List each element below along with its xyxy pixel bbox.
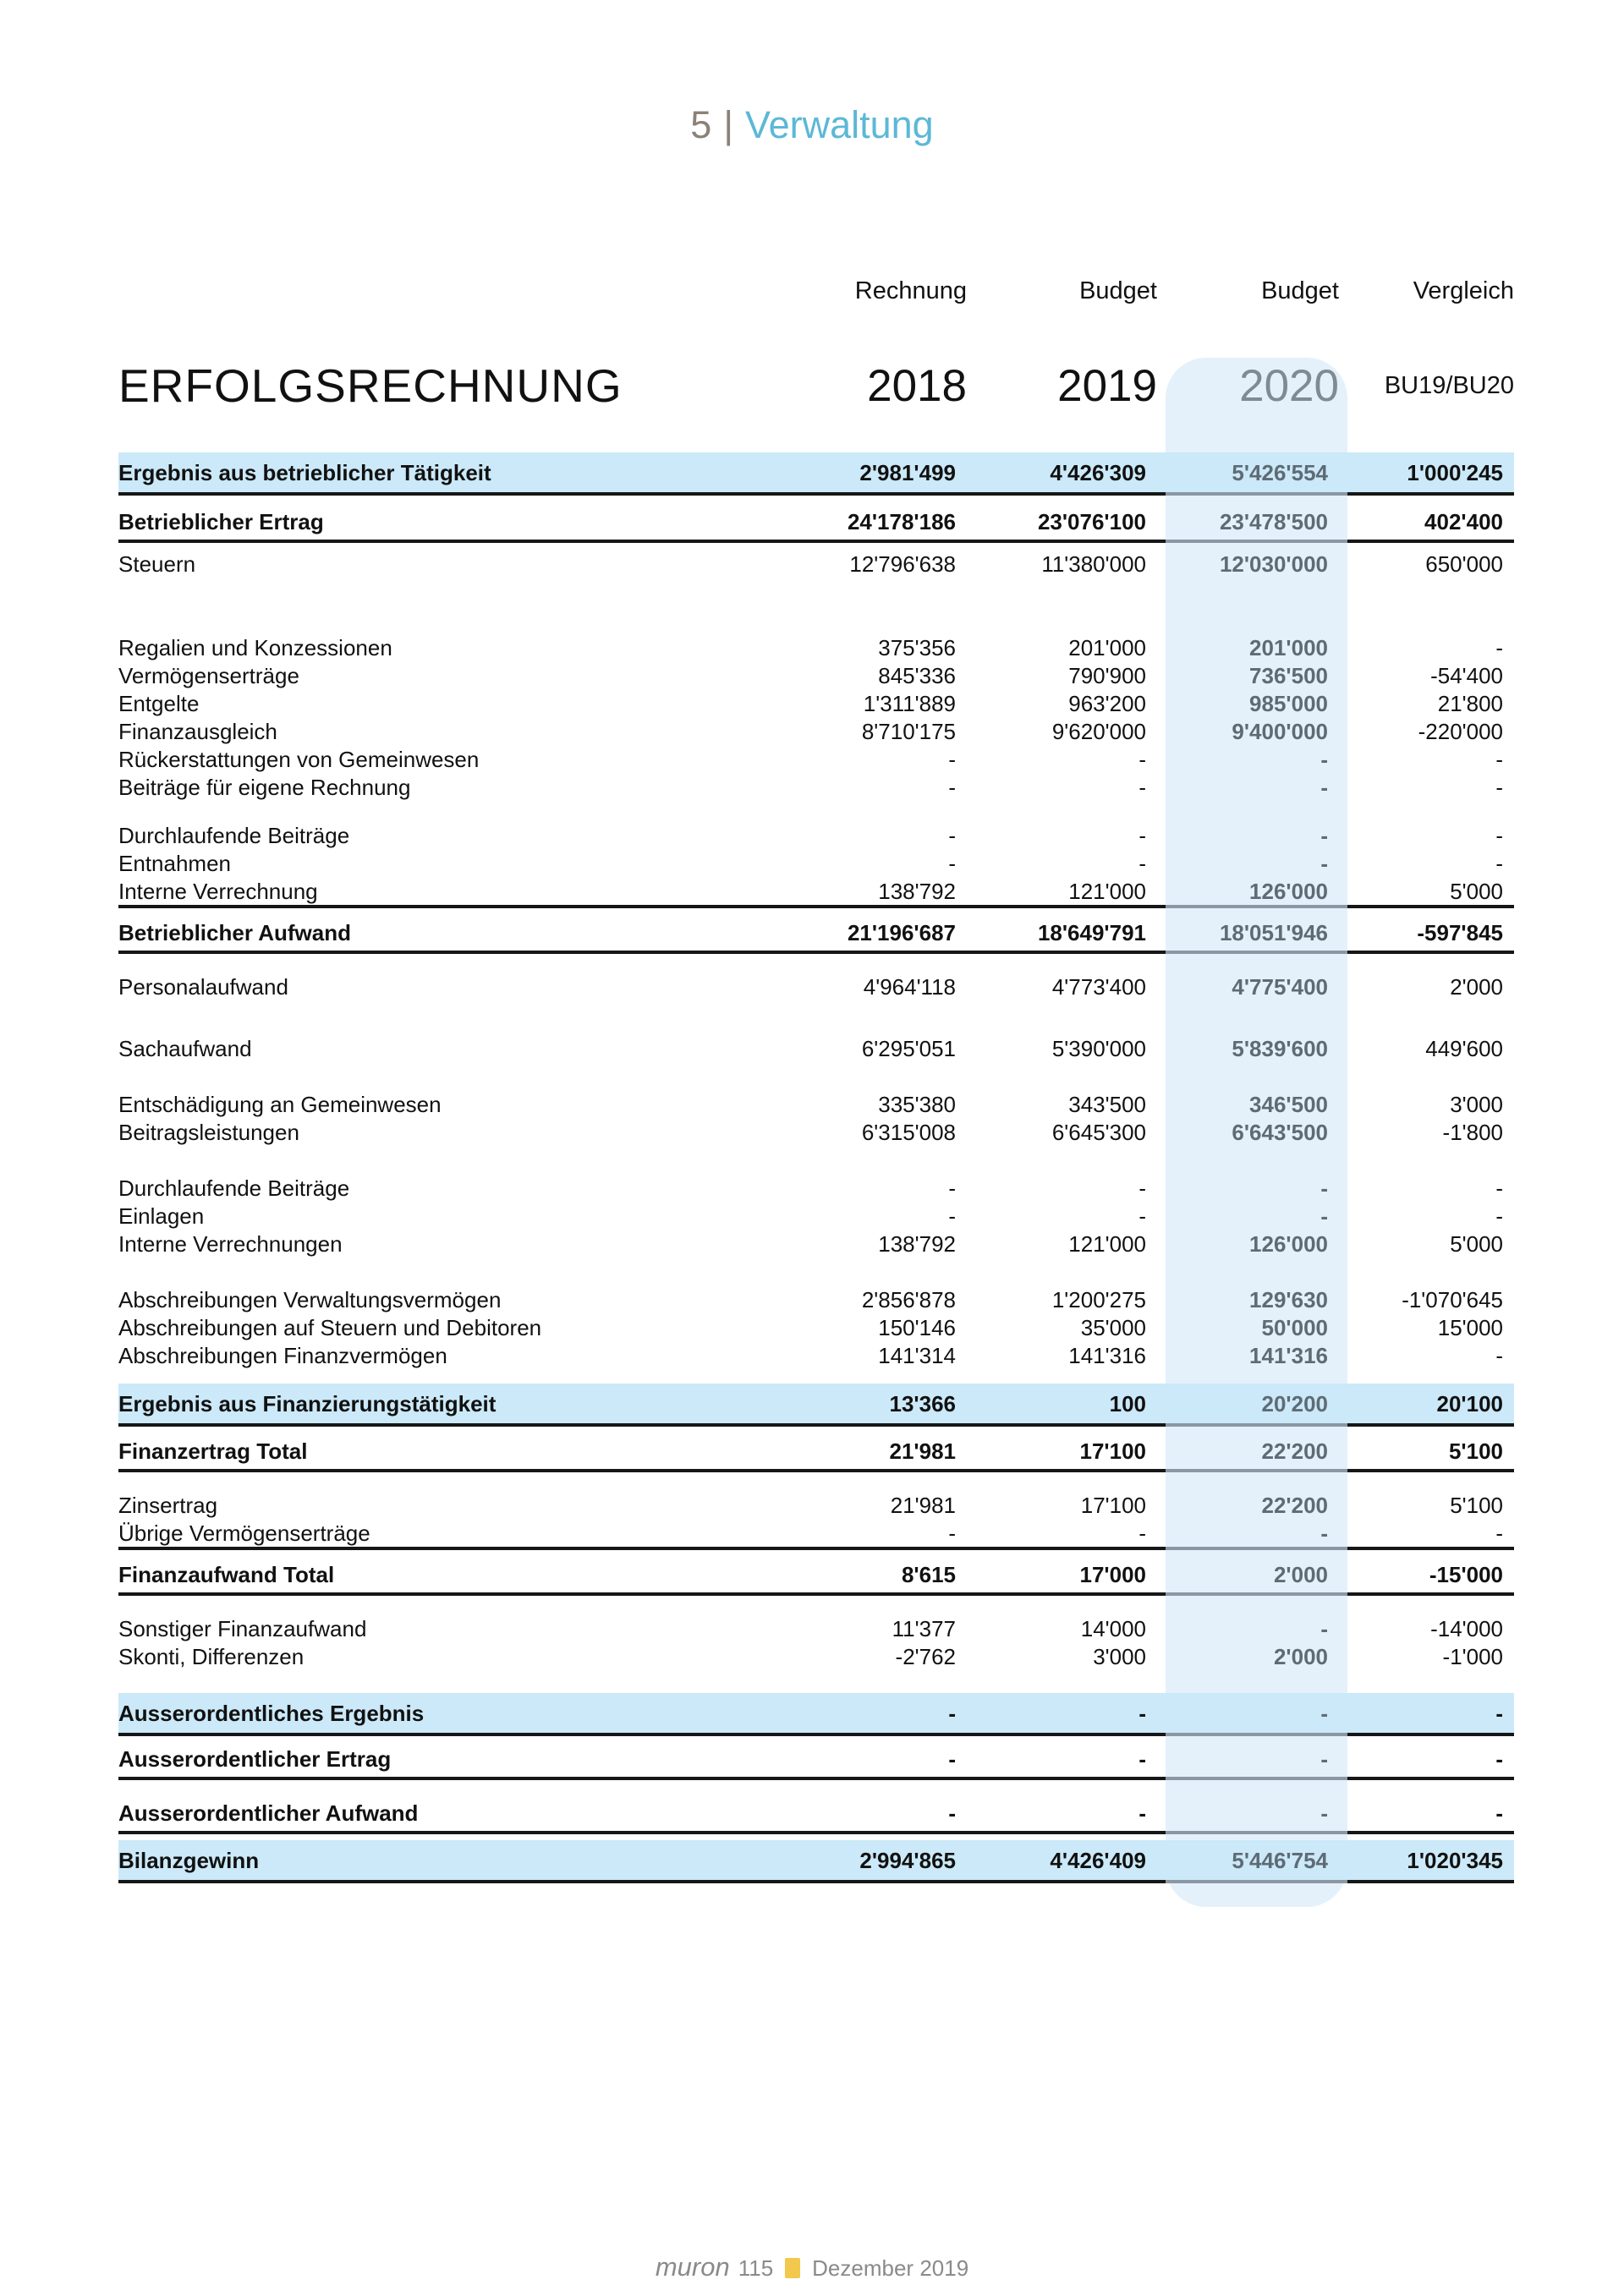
value-budget-2019: 35'000	[1080, 1315, 1146, 1340]
row-label: Abschreibungen auf Steuern und Debitoren	[118, 1315, 542, 1340]
value-vergleich: -1'070'645	[1402, 1287, 1503, 1312]
row-label: Zinsertrag	[118, 1493, 218, 1518]
value-rechnung-2018: -2'762	[895, 1644, 956, 1669]
value-budget-2019: 23'076'100	[1037, 508, 1146, 534]
row-label: Beiträge für eigene Rechnung	[118, 775, 411, 800]
row-label: Beitragsleistungen	[118, 1120, 299, 1145]
blank-row	[118, 578, 1514, 634]
value-vergleich: 1'000'245	[1407, 459, 1503, 485]
value-budget-2020: -	[1320, 823, 1328, 848]
value-rechnung-2018: 2'981'499	[859, 459, 956, 485]
value-budget-2020: -	[1320, 1175, 1328, 1201]
value-budget-2020: 50'000	[1261, 1315, 1328, 1340]
row-label: Steuern	[118, 551, 196, 577]
row-label: Ergebnis aus betrieblicher Tätigkeit	[118, 459, 491, 485]
blank-row	[118, 1258, 1514, 1286]
row-label: Entschädigung an Gemeinwesen	[118, 1092, 442, 1117]
value-budget-2019: 100	[1109, 1390, 1146, 1417]
footer-square-icon	[785, 2258, 800, 2278]
value-vergleich: -	[1495, 1521, 1503, 1546]
value-budget-2019: 790'900	[1068, 663, 1146, 688]
column-header-budget-2019: Budget	[1079, 277, 1157, 304]
row-label: Entgelte	[118, 691, 200, 716]
value-budget-2019: -	[1138, 1700, 1146, 1726]
row-label: Sonstiger Finanzaufwand	[118, 1616, 367, 1641]
value-vergleich: -220'000	[1418, 719, 1503, 744]
row-label: Rückerstattungen von Gemeinwesen	[118, 747, 480, 772]
value-vergleich: 21'800	[1437, 691, 1503, 716]
value-vergleich: -597'845	[1417, 919, 1503, 945]
row-label: Bilanzgewinn	[118, 1847, 260, 1873]
value-budget-2020: 4'775'400	[1232, 974, 1328, 1000]
table-row	[118, 1286, 1514, 1314]
value-rechnung-2018: 4'964'118	[863, 974, 956, 1000]
value-budget-2019: 201'000	[1068, 635, 1146, 660]
value-vergleich: 5'100	[1450, 1493, 1503, 1518]
value-rechnung-2018: 6'295'051	[861, 1036, 956, 1061]
value-vergleich: -14'000	[1430, 1616, 1503, 1641]
value-budget-2020: 5'446'754	[1232, 1847, 1328, 1873]
value-vergleich: 650'000	[1425, 551, 1503, 577]
column-header-rechnung: Rechnung	[854, 277, 967, 304]
value-budget-2019: 1'200'275	[1051, 1287, 1146, 1312]
value-vergleich: -	[1495, 1745, 1503, 1772]
value-budget-2020: 2'000	[1273, 1644, 1328, 1669]
row-label: Übrige Vermögenserträge	[118, 1521, 370, 1546]
value-budget-2019: 121'000	[1068, 879, 1146, 904]
row-label: Finanzertrag Total	[118, 1438, 308, 1464]
value-vergleich: -15'000	[1429, 1561, 1503, 1587]
page-header	[0, 103, 1624, 147]
value-rechnung-2018: 24'178'186	[847, 508, 956, 534]
value-budget-2019: 121'000	[1068, 1231, 1146, 1257]
value-budget-2020: -	[1320, 851, 1328, 876]
comparison-label: BU19/BU20	[1384, 371, 1514, 399]
value-rechnung-2018: -	[948, 1800, 956, 1826]
value-rechnung-2018: -	[948, 1203, 956, 1229]
value-vergleich: -	[1495, 1343, 1503, 1368]
value-budget-2019: -	[1138, 1521, 1146, 1546]
value-rechnung-2018: 150'146	[878, 1315, 956, 1340]
value-vergleich: -1'000	[1442, 1644, 1503, 1669]
value-vergleich: -	[1495, 1800, 1503, 1826]
value-budget-2019: 17'000	[1079, 1561, 1146, 1587]
blank-row	[118, 1147, 1514, 1175]
blank-row	[118, 1778, 1514, 1795]
value-vergleich: -	[1495, 775, 1503, 800]
row-label: Personalaufwand	[118, 974, 288, 1000]
value-vergleich: 5'000	[1450, 1231, 1503, 1257]
table-row	[118, 1615, 1514, 1643]
value-budget-2019: 6'645'300	[1051, 1120, 1146, 1145]
value-budget-2019: 4'773'400	[1051, 974, 1146, 1000]
subtotal-row	[118, 1556, 1514, 1593]
section-title: Verwaltung	[745, 103, 934, 146]
value-rechnung-2018: 335'380	[878, 1092, 956, 1117]
subtotal-row	[118, 503, 1514, 540]
table-row	[118, 1314, 1514, 1342]
value-budget-2020: 9'400'000	[1232, 719, 1328, 744]
value-budget-2020: 22'200	[1261, 1493, 1328, 1518]
row-label: Vermögenserträge	[118, 663, 299, 688]
title-row	[118, 355, 1525, 416]
value-budget-2019: 343'500	[1068, 1092, 1146, 1117]
value-budget-2019: 18'649'791	[1037, 919, 1146, 945]
value-budget-2020: 985'000	[1249, 691, 1328, 716]
value-rechnung-2018: 6'315'008	[861, 1120, 956, 1145]
value-rechnung-2018: 2'994'865	[859, 1847, 956, 1873]
value-budget-2019: 3'000	[1093, 1644, 1146, 1669]
table-row	[118, 1091, 1514, 1119]
row-label: Finanzausgleich	[118, 719, 277, 744]
table-body	[118, 452, 1514, 1881]
column-header-row	[118, 277, 1525, 305]
value-vergleich: 449'600	[1425, 1036, 1503, 1061]
value-budget-2020: 5'426'554	[1232, 459, 1328, 485]
column-header-vergleich: Vergleich	[1413, 277, 1514, 304]
value-rechnung-2018: -	[948, 1175, 956, 1201]
value-budget-2020: 346'500	[1249, 1092, 1328, 1117]
value-vergleich: 5'100	[1448, 1438, 1503, 1464]
value-budget-2019: -	[1138, 1800, 1146, 1826]
value-vergleich: -	[1495, 747, 1503, 772]
value-rechnung-2018: -	[948, 1745, 956, 1772]
section-number: 5	[690, 103, 712, 146]
value-rechnung-2018: 1'311'889	[863, 691, 956, 716]
blank-row	[118, 951, 1514, 973]
blank-row	[118, 1063, 1514, 1091]
value-budget-2020: 20'200	[1261, 1390, 1328, 1417]
table-row	[118, 1175, 1514, 1203]
value-budget-2020: 129'630	[1249, 1287, 1328, 1312]
value-rechnung-2018: 8'615	[901, 1561, 956, 1587]
value-budget-2019: 17'100	[1079, 1438, 1146, 1464]
value-budget-2019: -	[1138, 851, 1146, 876]
value-budget-2020: 141'316	[1249, 1343, 1328, 1368]
table-row	[118, 718, 1514, 746]
value-rechnung-2018: 8'710'175	[861, 719, 956, 744]
section-result-row	[118, 1384, 1514, 1424]
subtotal-row	[118, 1795, 1514, 1832]
row-label: Finanzaufwand Total	[118, 1561, 335, 1587]
year-2019: 2019	[1057, 360, 1157, 411]
value-vergleich: 2'000	[1450, 974, 1503, 1000]
row-label: Abschreibungen Verwaltungsvermögen	[118, 1287, 502, 1312]
value-budget-2019: -	[1138, 747, 1146, 772]
value-budget-2019: -	[1138, 1745, 1146, 1772]
row-label: Ausserordentliches Ergebnis	[118, 1700, 425, 1726]
value-budget-2020: 22'200	[1261, 1438, 1328, 1464]
page-title: ERFOLGSRECHNUNG	[118, 359, 623, 412]
value-budget-2020: -	[1320, 775, 1328, 800]
value-rechnung-2018: -	[948, 1521, 956, 1546]
value-budget-2019: 14'000	[1080, 1616, 1146, 1641]
table-row	[118, 1643, 1514, 1671]
table-row	[118, 634, 1514, 662]
value-vergleich: -	[1495, 635, 1503, 660]
value-budget-2020: 23'478'500	[1219, 508, 1328, 534]
footer-issue-number: 115	[738, 2255, 774, 2281]
value-budget-2020: -	[1320, 1800, 1328, 1826]
value-budget-2019: 17'100	[1080, 1493, 1146, 1518]
value-vergleich: -	[1495, 851, 1503, 876]
value-budget-2019: -	[1138, 1203, 1146, 1229]
value-budget-2019: 4'426'409	[1050, 1847, 1146, 1873]
value-rechnung-2018: 21'981	[889, 1438, 956, 1464]
value-budget-2020: 126'000	[1249, 1231, 1328, 1257]
row-label: Regalien und Konzessionen	[118, 635, 392, 660]
value-rechnung-2018: 375'356	[878, 635, 956, 660]
blank-row	[118, 1593, 1514, 1615]
value-budget-2020: 2'000	[1273, 1561, 1328, 1587]
year-2020: 2020	[1239, 360, 1339, 411]
subtotal-row	[118, 914, 1514, 951]
row-label: Sachaufwand	[118, 1036, 252, 1061]
table-row	[118, 973, 1514, 1001]
year-2018: 2018	[867, 360, 967, 411]
table-row	[118, 746, 1514, 774]
value-budget-2020: 5'839'600	[1232, 1036, 1328, 1061]
value-budget-2020: -	[1320, 1521, 1328, 1546]
table-row	[118, 850, 1514, 878]
value-rechnung-2018: -	[948, 775, 956, 800]
value-budget-2020: -	[1320, 1700, 1328, 1726]
page-footer	[0, 2252, 1624, 2282]
value-rechnung-2018: 845'336	[878, 663, 956, 688]
footer-brand: muron	[655, 2252, 730, 2282]
row-label: Interne Verrechnungen	[118, 1231, 343, 1257]
row-label: Betrieblicher Aufwand	[118, 919, 351, 945]
value-budget-2020: 736'500	[1249, 663, 1328, 688]
row-label: Durchlaufende Beiträge	[118, 823, 350, 848]
table-row	[118, 551, 1514, 578]
value-rechnung-2018: 13'366	[889, 1390, 956, 1417]
value-rechnung-2018: 11'377	[892, 1616, 956, 1641]
table-row	[118, 878, 1514, 906]
value-rechnung-2018: 138'792	[878, 879, 956, 904]
value-budget-2020: 6'643'500	[1232, 1120, 1328, 1145]
value-vergleich: -1'800	[1442, 1120, 1503, 1145]
value-vergleich: -54'400	[1430, 663, 1503, 688]
value-budget-2019: -	[1138, 1175, 1146, 1201]
value-rechnung-2018: -	[948, 1700, 956, 1726]
value-budget-2020: -	[1320, 1616, 1328, 1641]
value-vergleich: -	[1495, 1175, 1503, 1201]
value-rechnung-2018: 12'796'638	[849, 551, 956, 577]
row-label: Skonti, Differenzen	[118, 1644, 304, 1669]
value-rechnung-2018: 21'981	[890, 1493, 956, 1518]
value-rechnung-2018: -	[948, 747, 956, 772]
value-budget-2020: -	[1320, 747, 1328, 772]
table-row	[118, 690, 1514, 718]
blank-row	[118, 1370, 1514, 1384]
value-vergleich: 20'100	[1436, 1390, 1503, 1417]
row-label: Durchlaufende Beiträge	[118, 1175, 350, 1201]
table-row	[118, 774, 1514, 802]
header-separator: |	[723, 103, 734, 146]
row-label: Betrieblicher Ertrag	[118, 508, 324, 534]
section-result-row	[118, 1840, 1514, 1881]
value-budget-2019: 9'620'000	[1051, 719, 1146, 744]
value-budget-2020: -	[1320, 1203, 1328, 1229]
blank-row	[118, 1671, 1514, 1693]
value-vergleich: 3'000	[1450, 1092, 1503, 1117]
value-budget-2019: 5'390'000	[1051, 1036, 1146, 1061]
row-label: Abschreibungen Finanzvermögen	[118, 1343, 447, 1368]
value-budget-2019: -	[1138, 823, 1146, 848]
row-label: Ausserordentlicher Ertrag	[118, 1745, 392, 1772]
table-row	[118, 822, 1514, 850]
value-vergleich: -	[1495, 823, 1503, 848]
value-budget-2020: 201'000	[1249, 635, 1328, 660]
value-budget-2020: 18'051'946	[1219, 919, 1328, 945]
blank-row	[118, 1470, 1514, 1492]
row-label: Einlagen	[118, 1203, 205, 1229]
table-row	[118, 1492, 1514, 1520]
value-budget-2020: 126'000	[1249, 879, 1328, 904]
value-rechnung-2018: 2'856'878	[861, 1287, 956, 1312]
value-rechnung-2018: 21'196'687	[847, 919, 956, 945]
value-budget-2019: 141'316	[1068, 1343, 1146, 1368]
blank-row	[118, 802, 1514, 822]
value-budget-2020: -	[1320, 1745, 1328, 1772]
value-rechnung-2018: -	[948, 851, 956, 876]
value-vergleich: 15'000	[1437, 1315, 1503, 1340]
value-vergleich: 1'020'345	[1407, 1847, 1503, 1873]
table-row	[118, 1520, 1514, 1548]
section-result-row	[118, 1693, 1514, 1734]
value-budget-2019: -	[1138, 775, 1146, 800]
table-row	[118, 662, 1514, 690]
value-vergleich: 5'000	[1450, 879, 1503, 904]
value-rechnung-2018: 141'314	[878, 1343, 956, 1368]
table-row	[118, 1035, 1514, 1063]
value-budget-2019: 4'426'309	[1050, 459, 1146, 485]
subtotal-row	[118, 1740, 1514, 1778]
section-result-row	[118, 452, 1514, 493]
blank-row	[118, 1001, 1514, 1035]
value-budget-2020: 12'030'000	[1219, 551, 1328, 577]
column-header-budget-2020: Budget	[1261, 277, 1339, 304]
value-rechnung-2018: 138'792	[878, 1231, 956, 1257]
value-rechnung-2018: -	[948, 823, 956, 848]
value-budget-2019: 11'380'000	[1041, 551, 1146, 577]
table-row	[118, 1203, 1514, 1230]
value-budget-2019: 963'200	[1068, 691, 1146, 716]
value-vergleich: -	[1495, 1700, 1503, 1726]
row-label: Ausserordentlicher Aufwand	[118, 1800, 419, 1826]
row-label: Entnahmen	[118, 851, 231, 876]
value-vergleich: 402'400	[1424, 508, 1503, 534]
subtotal-row	[118, 1433, 1514, 1470]
footer-date: Dezember 2019	[812, 2255, 969, 2281]
row-label: Interne Verrechnung	[118, 879, 318, 904]
value-vergleich: -	[1495, 1203, 1503, 1229]
table-row	[118, 1342, 1514, 1370]
row-label: Ergebnis aus Finanzierungstätigkeit	[118, 1390, 497, 1417]
table-row	[118, 1119, 1514, 1147]
table-row	[118, 1230, 1514, 1258]
